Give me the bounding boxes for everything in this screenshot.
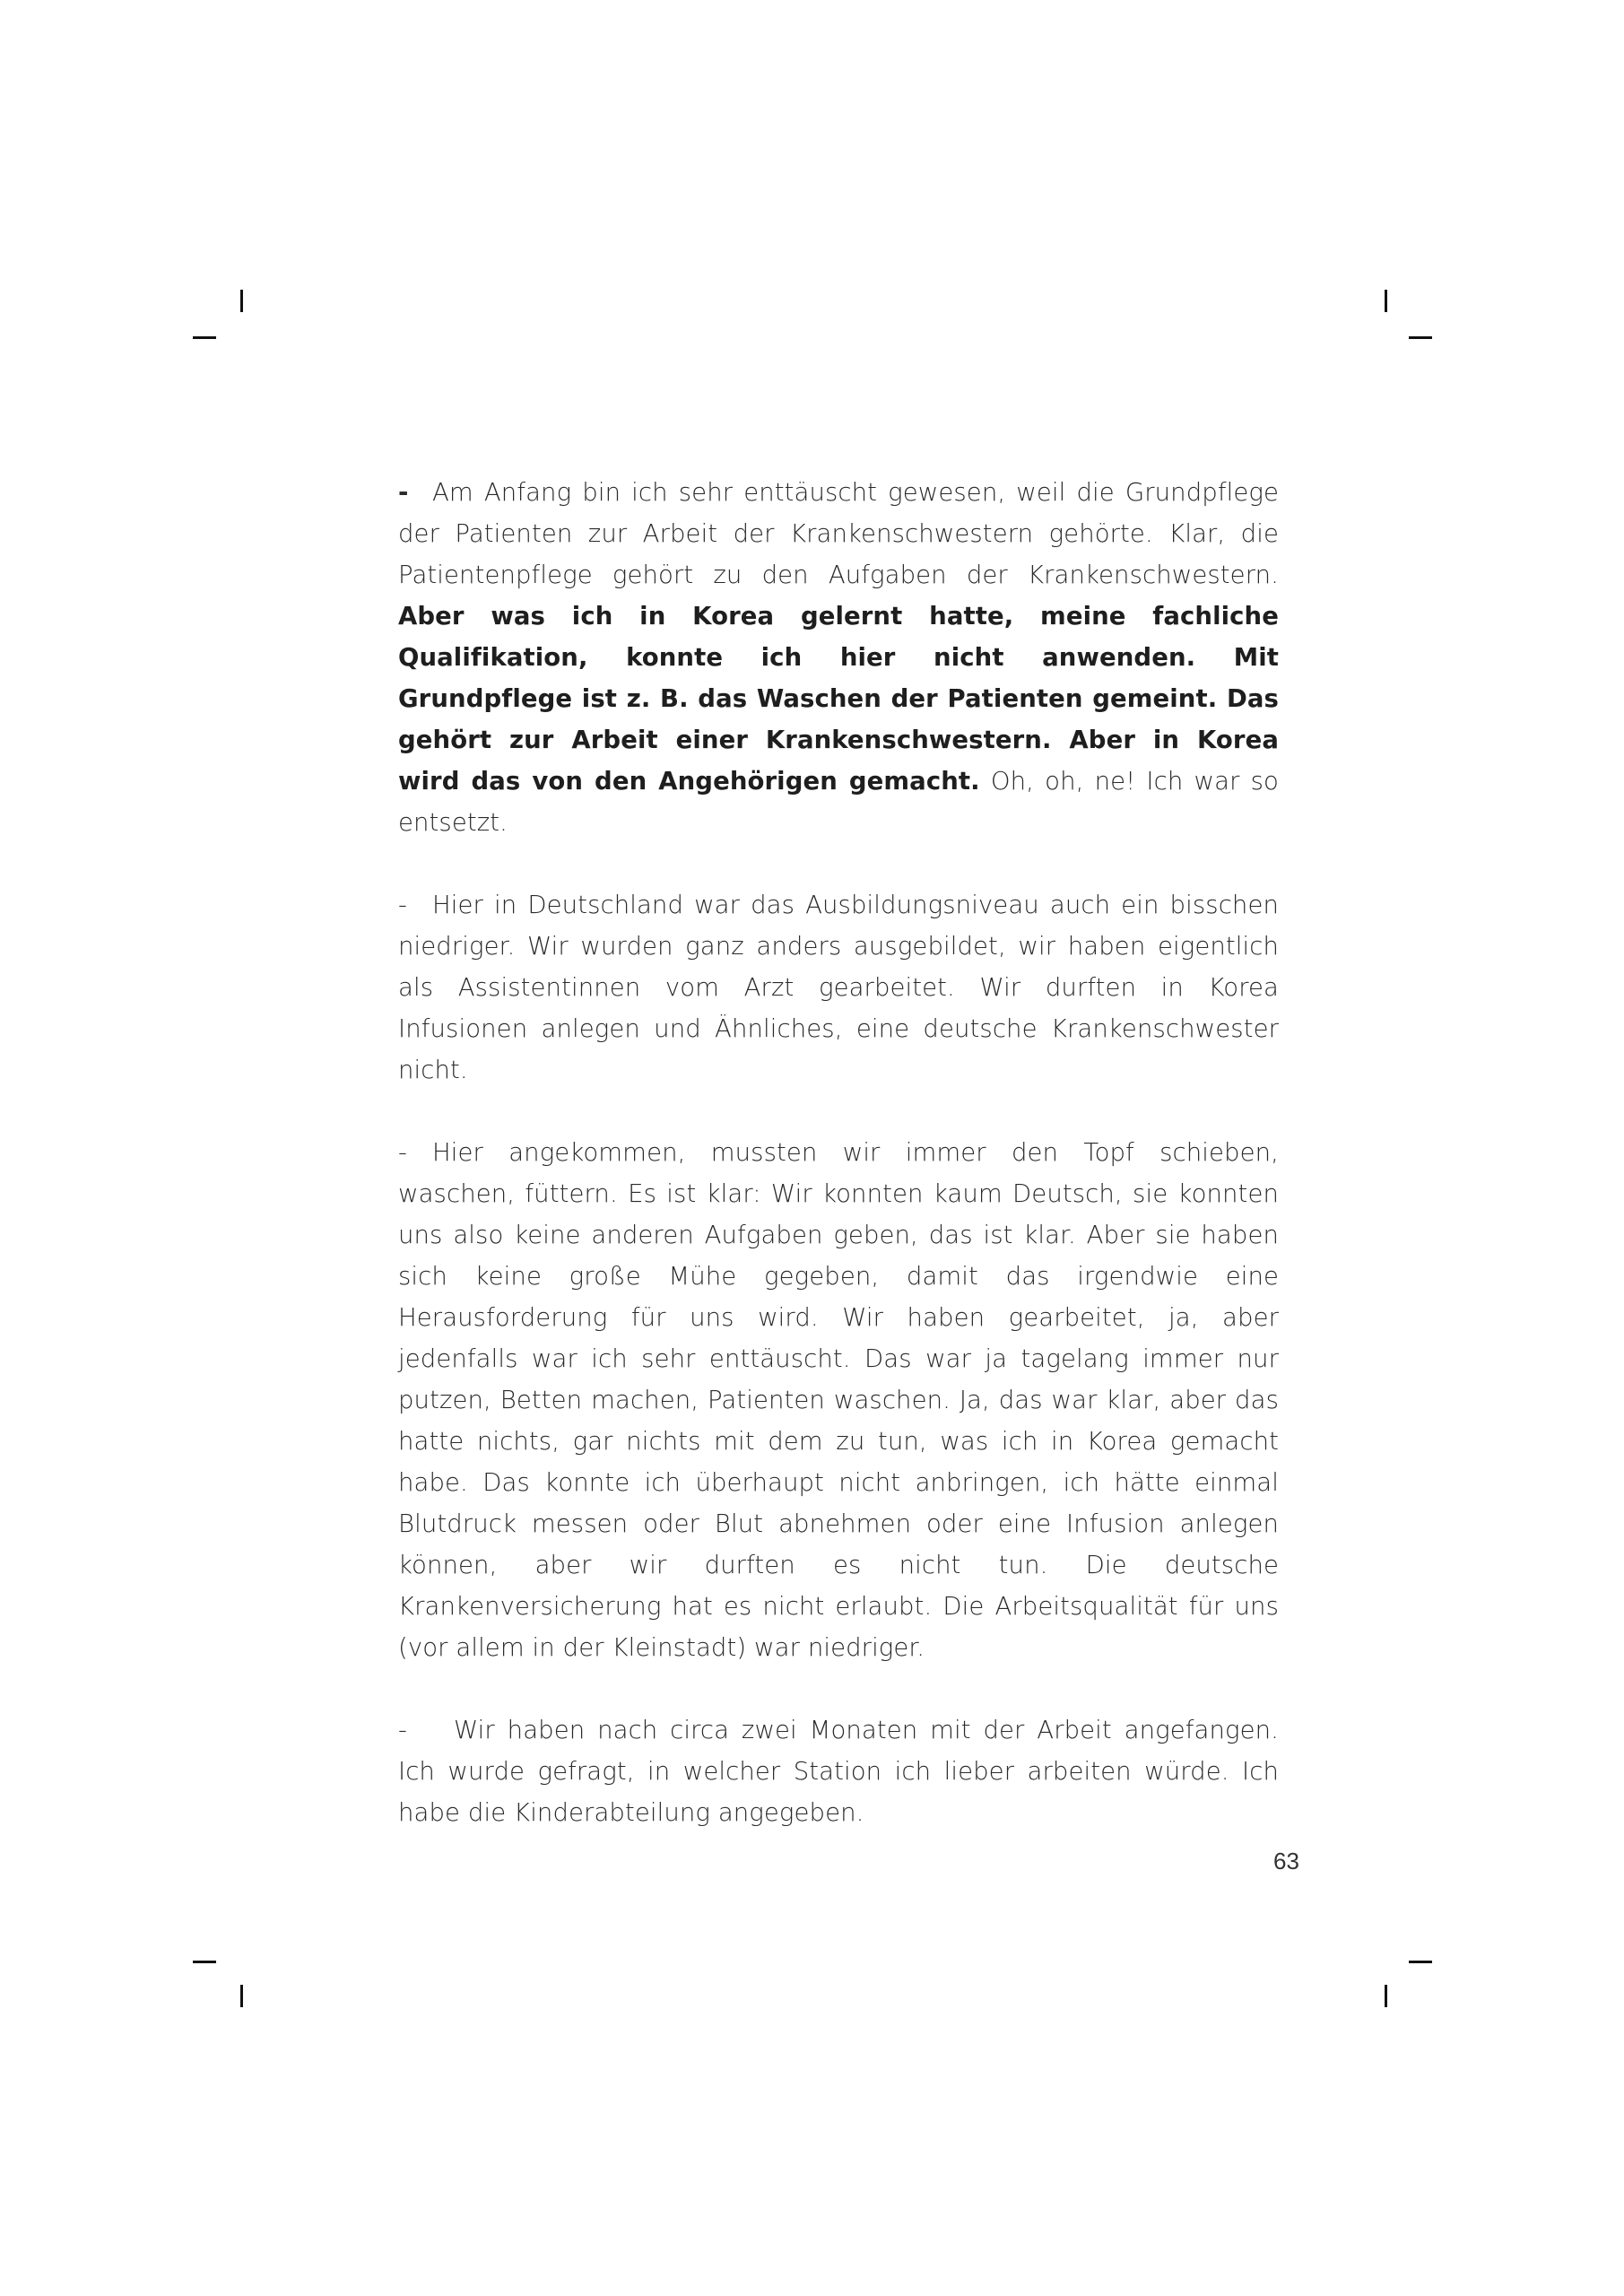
crop-mark-bottom-left-vertical xyxy=(240,1985,243,2007)
bullet-dash: - xyxy=(398,1716,408,1744)
bullet-dash: - xyxy=(398,478,409,507)
crop-mark-top-left-vertical xyxy=(240,290,243,312)
crop-mark-top-right-vertical xyxy=(1385,290,1387,312)
bullet-dash: - xyxy=(398,1138,408,1167)
bullet-dash: - xyxy=(398,891,408,919)
crop-mark-bottom-right-vertical xyxy=(1385,1985,1387,2007)
crop-mark-top-right-horizontal xyxy=(1409,336,1432,339)
paragraph-2-text: Hier in Deutschland war das Ausbildungsniveau auch ein bisschen niedriger. Wir wurden ganz anders ausgebildet, wir haben eigentlich als Assistentinnen vom Arzt gearbeitet. Wir durften in Korea Infusionen anlegen und Ähnliches, eine deutsche Krankenschwester nicht. xyxy=(398,891,1279,1084)
crop-mark-bottom-right-horizontal xyxy=(1409,1961,1432,1963)
paragraph-1-text: Am Anfang bin ich sehr enttäuscht gewesen, weil die Grundpflege der Patienten zur Arbeit der Krankenschwestern gehörte. Klar, die Patientenpflege gehört zu den Aufgaben der Krankenschwestern. xyxy=(398,478,1279,589)
page-number: 63 xyxy=(1273,1848,1299,1874)
crop-mark-top-left-horizontal xyxy=(193,336,216,339)
paragraph-1-bold-text: Aber was ich in Korea gelernt hatte, meine fachliche Qualifikation, konnte ich hier nicht anwenden. Mit Grundpflege ist z. B. das Waschen der Patienten gemeint. Das gehört zur Arbeit einer Krankenschwestern. Aber in Korea wird das von den Angehörigen gemacht. xyxy=(398,602,1279,796)
paragraph-2 xyxy=(398,884,1279,1091)
paragraph-4-text: Wir haben nach circa zwei Monaten mit der Arbeit angefangen. Ich wurde gefragt, in welcher Station ich lieber arbeiten würde. Ich habe die Kinderabteilung angegeben. xyxy=(398,1716,1279,1827)
crop-mark-bottom-left-horizontal xyxy=(193,1961,216,1963)
paragraph-1-text-end: Oh, oh, ne! Ich war so entsetzt. xyxy=(398,767,1279,837)
body-text xyxy=(398,472,1279,1874)
paragraph-4 xyxy=(398,1709,1279,1833)
paragraph-3-text: Hier angekommen, mussten wir immer den Topf schieben, waschen, füttern. Es ist klar: Wir konnten kaum Deutsch, sie konnten uns also keine anderen Aufgaben geben, das ist klar. Aber sie haben sich keine große Mühe gegeben, damit das irgendwie eine Herausforderung für uns wird. Wir haben gearbeitet, ja, aber jedenfalls war ich sehr enttäuscht. Das war ja tagelang immer nur putzen, Betten machen, Patienten waschen. Ja, das war klar, aber das hatte nichts, gar nichts mit dem zu tun, was ich in Korea gemacht habe. Das konnte ich überhaupt nicht anbringen, ich hätte einmal Blutdruck messen oder Blut abnehmen oder eine Infusion anlegen können, aber wir durften es nicht tun. Die deutsche Krankenversicherung hat es nicht erlaubt. Die Arbeitsqualität für uns (vor allem in der Kleinstadt) war niedriger. xyxy=(398,1138,1279,1662)
paragraph-3 xyxy=(398,1132,1279,1668)
paragraph-1 xyxy=(398,472,1279,843)
